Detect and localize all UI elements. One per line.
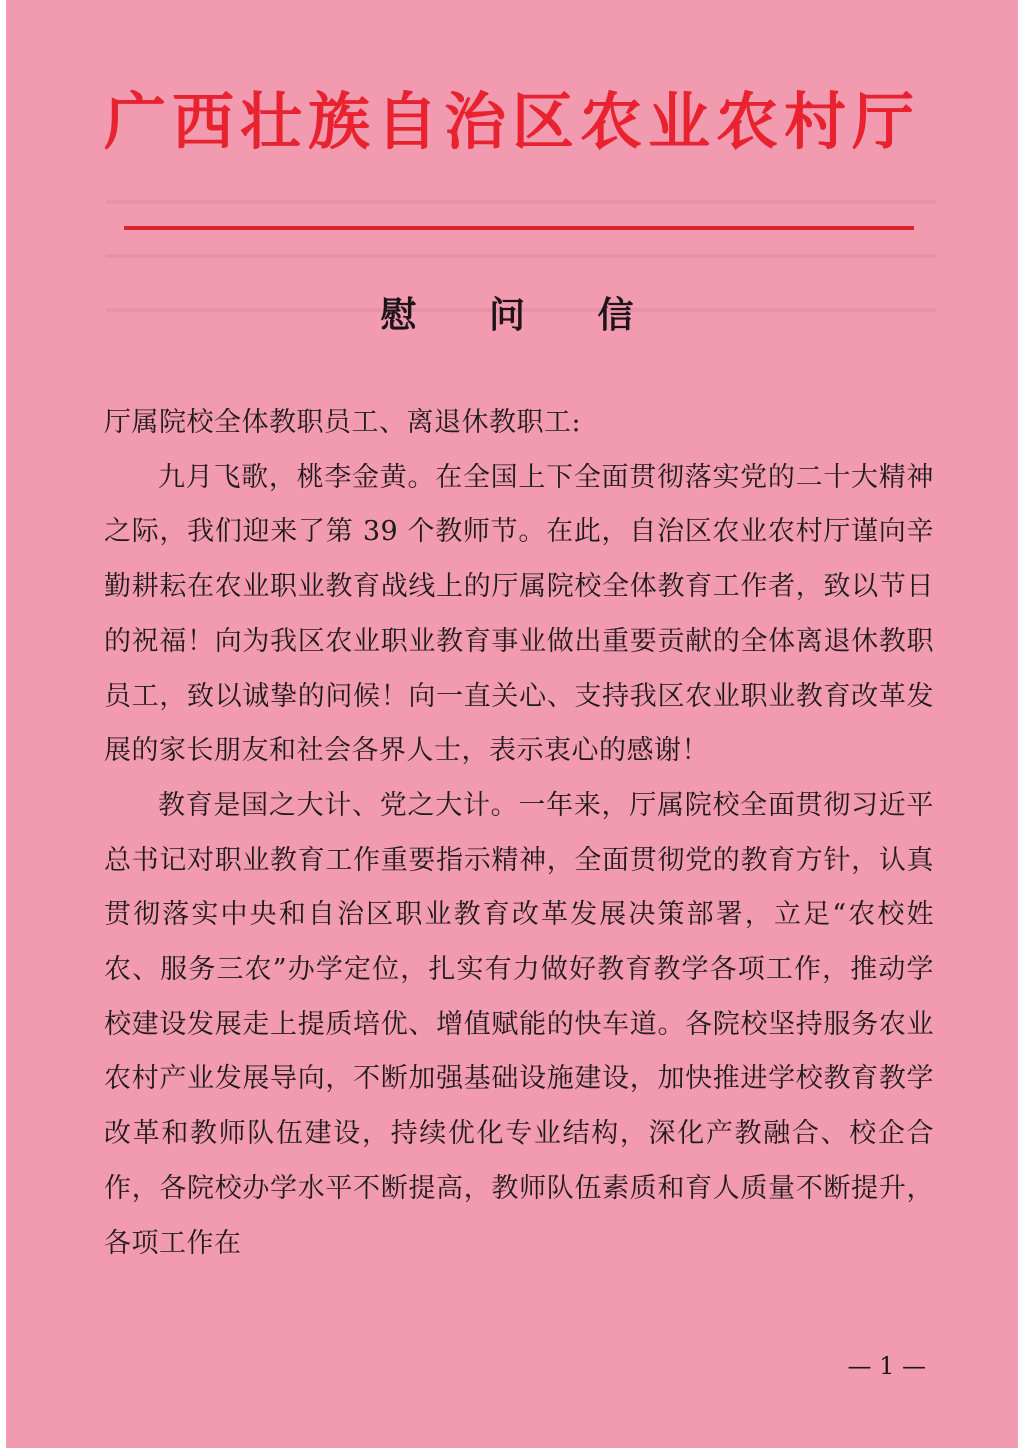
- organization-header: 广西壮族自治区农业农村厅: [103, 85, 920, 158]
- letter-body: [104, 396, 934, 1271]
- paragraph-2: 教育是国之大计、党之大计。一年来，厅属院校全面贯彻习近平总书记对职业教育工作重要指示精神，全面贯彻党的教育方针，认真贯彻落实中央和自治区职业教育改革发展决策部署，立足“农校姓农、服务三农”办学定位，扎实有力做好教育教学各项工作，推动学校建设发展走上提质培优、增值赋能的快车道。各院校坚持服务农业农村产业发展导向，不断加强基础设施建设，加快推进学校教育教学改革和教师队伍建设，持续优化专业结构，深化产教融合、校企合作，各院校办学水平不断提高，教师队伍素质和育人质量不断提升，各项工作在: [104, 789, 934, 1259]
- letter-page: [6, 0, 1018, 1448]
- header-red-rule: [124, 226, 914, 230]
- salutation: 厅属院校全体教职员工、离退休教职工:: [104, 407, 582, 438]
- paragraph-1: 九月飞歌，桃李金黄。在全国上下全面贯彻落实党的二十大精神之际，我们迎来了第 39 个教师节。在此，自治区农业农村厅谨向辛勤耕耘在农业职业教育战线上的厅属院校全体教育工作者，致以节日的祝福！向为我区农业职业教育事业做出重要贡献的全体离退休教职员工，致以诚挚的问候！向一直关心、支持我区农业职业教育改革发展的家长朋友和社会各界人士，表示衷心的感谢！: [104, 461, 934, 767]
- page-number: — 1 —: [847, 1352, 926, 1380]
- document-title: 慰 问 信: [380, 294, 664, 336]
